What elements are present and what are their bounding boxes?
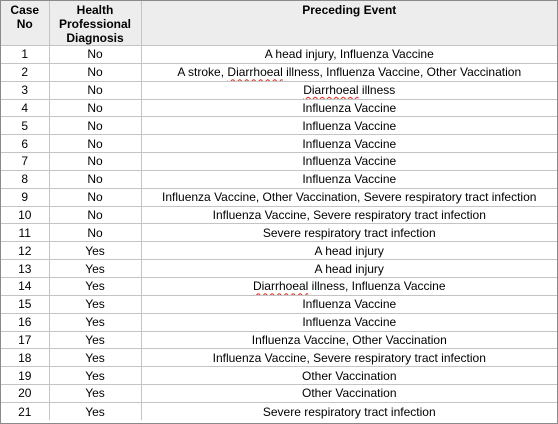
event-text: illness, Influenza Vaccine, Other Vaccination <box>282 65 522 80</box>
spellcheck-flagged-word: Diarrhoeal <box>303 83 359 98</box>
cell-diagnosis[interactable]: No <box>49 206 141 224</box>
event-text: Severe respiratory tract infection <box>262 225 436 240</box>
cell-case-no[interactable]: 16 <box>1 313 49 331</box>
event-text: Influenza Vaccine <box>302 118 397 133</box>
table-row <box>1 117 557 135</box>
table-row <box>1 206 557 224</box>
cell-diagnosis[interactable]: No <box>49 117 141 135</box>
cell-diagnosis[interactable]: No <box>49 63 141 81</box>
cell-preceding-event[interactable] <box>141 295 557 313</box>
cell-case-no[interactable]: 14 <box>1 277 49 295</box>
case-table <box>1 1 557 420</box>
event-text: Influenza Vaccine, Severe respiratory tract infection <box>212 350 486 365</box>
cell-diagnosis[interactable]: Yes <box>49 242 141 260</box>
event-text: Influenza Vaccine <box>302 154 397 169</box>
header-row <box>1 1 557 46</box>
cell-case-no[interactable]: 19 <box>1 367 49 385</box>
event-text: illness, Influenza Vaccine <box>308 279 446 294</box>
cell-preceding-event[interactable] <box>141 99 557 117</box>
table-row <box>1 63 557 81</box>
event-text: Influenza Vaccine, Other Vaccination <box>251 332 447 347</box>
cell-case-no[interactable]: 17 <box>1 331 49 349</box>
cell-case-no[interactable]: 10 <box>1 206 49 224</box>
event-text: A head injury <box>314 243 384 258</box>
cell-preceding-event[interactable] <box>141 81 557 99</box>
cell-case-no[interactable]: 5 <box>1 117 49 135</box>
cell-preceding-event[interactable] <box>141 277 557 295</box>
header-diagnosis[interactable]: Health Professional Diagnosis <box>49 1 141 46</box>
cell-case-no[interactable]: 13 <box>1 260 49 278</box>
spellcheck-flagged-word: Diarrhoeal <box>252 279 309 294</box>
cell-case-no[interactable]: 21 <box>1 402 49 420</box>
table-row <box>1 277 557 295</box>
cell-case-no[interactable]: 4 <box>1 99 49 117</box>
table-row <box>1 81 557 99</box>
cell-diagnosis[interactable]: No <box>49 188 141 206</box>
cell-diagnosis[interactable]: No <box>49 170 141 188</box>
cell-case-no[interactable]: 1 <box>1 46 49 64</box>
event-text: Severe respiratory tract infection <box>262 404 436 419</box>
event-text: Influenza Vaccine, Severe respiratory tract infection <box>212 208 486 223</box>
table-row <box>1 242 557 260</box>
cell-preceding-event[interactable] <box>141 170 557 188</box>
header-case-no[interactable]: Case No <box>1 1 49 46</box>
cell-case-no[interactable]: 12 <box>1 242 49 260</box>
cell-case-no[interactable]: 20 <box>1 385 49 403</box>
event-text: Influenza Vaccine <box>302 136 397 151</box>
event-text: Influenza Vaccine <box>302 100 397 115</box>
cell-case-no[interactable]: 11 <box>1 224 49 242</box>
table-row <box>1 224 557 242</box>
cell-diagnosis[interactable]: No <box>49 46 141 64</box>
cell-preceding-event[interactable] <box>141 63 557 81</box>
table-header <box>1 1 557 46</box>
cell-diagnosis[interactable]: No <box>49 153 141 171</box>
table-row <box>1 153 557 171</box>
cell-preceding-event[interactable] <box>141 117 557 135</box>
spellcheck-flagged-word: Diarrhoeal <box>227 65 283 80</box>
cell-diagnosis[interactable]: Yes <box>49 367 141 385</box>
cell-case-no[interactable]: 3 <box>1 81 49 99</box>
cell-diagnosis[interactable]: Yes <box>49 402 141 420</box>
cell-case-no[interactable]: 2 <box>1 63 49 81</box>
cell-preceding-event[interactable] <box>141 349 557 367</box>
cell-diagnosis[interactable]: Yes <box>49 295 141 313</box>
table-row <box>1 188 557 206</box>
cell-preceding-event[interactable] <box>141 153 557 171</box>
table-row <box>1 135 557 153</box>
cell-preceding-event[interactable] <box>141 46 557 64</box>
table-row <box>1 260 557 278</box>
table-row <box>1 46 557 64</box>
cell-preceding-event[interactable] <box>141 242 557 260</box>
event-text: Influenza Vaccine, Other Vaccination, Severe respiratory tract infection <box>162 190 537 205</box>
cell-diagnosis[interactable]: Yes <box>49 385 141 403</box>
cell-case-no[interactable]: 18 <box>1 349 49 367</box>
cell-preceding-event[interactable] <box>141 313 557 331</box>
cell-diagnosis[interactable]: No <box>49 99 141 117</box>
event-text: illness <box>358 83 396 98</box>
cell-preceding-event[interactable] <box>141 331 557 349</box>
table-row <box>1 402 557 420</box>
cell-preceding-event[interactable] <box>141 206 557 224</box>
table-row <box>1 295 557 313</box>
event-text: A head injury, Influenza Vaccine <box>264 47 434 62</box>
header-preceding-event[interactable]: Preceding Event <box>141 1 557 46</box>
cell-case-no[interactable]: 8 <box>1 170 49 188</box>
table-row <box>1 313 557 331</box>
cell-case-no[interactable]: 7 <box>1 153 49 171</box>
cell-diagnosis[interactable]: No <box>49 81 141 99</box>
cell-diagnosis[interactable]: Yes <box>49 349 141 367</box>
cell-case-no[interactable]: 9 <box>1 188 49 206</box>
table-row <box>1 349 557 367</box>
cell-preceding-event[interactable] <box>141 260 557 278</box>
cell-diagnosis[interactable]: Yes <box>49 260 141 278</box>
cell-diagnosis[interactable]: Yes <box>49 331 141 349</box>
event-text: Other Vaccination <box>302 386 397 401</box>
cell-case-no[interactable]: 15 <box>1 295 49 313</box>
table-row <box>1 331 557 349</box>
table-row <box>1 170 557 188</box>
cell-preceding-event[interactable] <box>141 402 557 420</box>
event-text: A head injury <box>314 261 384 276</box>
table-body <box>1 46 557 421</box>
cell-preceding-event[interactable] <box>141 367 557 385</box>
event-text: Influenza Vaccine <box>302 172 397 187</box>
cell-preceding-event[interactable] <box>141 385 557 403</box>
cell-case-no[interactable]: 6 <box>1 135 49 153</box>
cell-preceding-event[interactable] <box>141 224 557 242</box>
table-row <box>1 99 557 117</box>
cell-diagnosis[interactable]: No <box>49 135 141 153</box>
event-text: Other Vaccination <box>302 368 397 383</box>
event-text: A stroke, <box>177 65 228 80</box>
event-text: Influenza Vaccine <box>302 315 397 330</box>
cell-preceding-event[interactable] <box>141 135 557 153</box>
cell-diagnosis[interactable]: Yes <box>49 313 141 331</box>
table-row <box>1 385 557 403</box>
event-text: Influenza Vaccine <box>302 297 397 312</box>
cell-diagnosis[interactable]: Yes <box>49 277 141 295</box>
cell-diagnosis[interactable]: No <box>49 224 141 242</box>
table-row <box>1 367 557 385</box>
cell-preceding-event[interactable] <box>141 188 557 206</box>
